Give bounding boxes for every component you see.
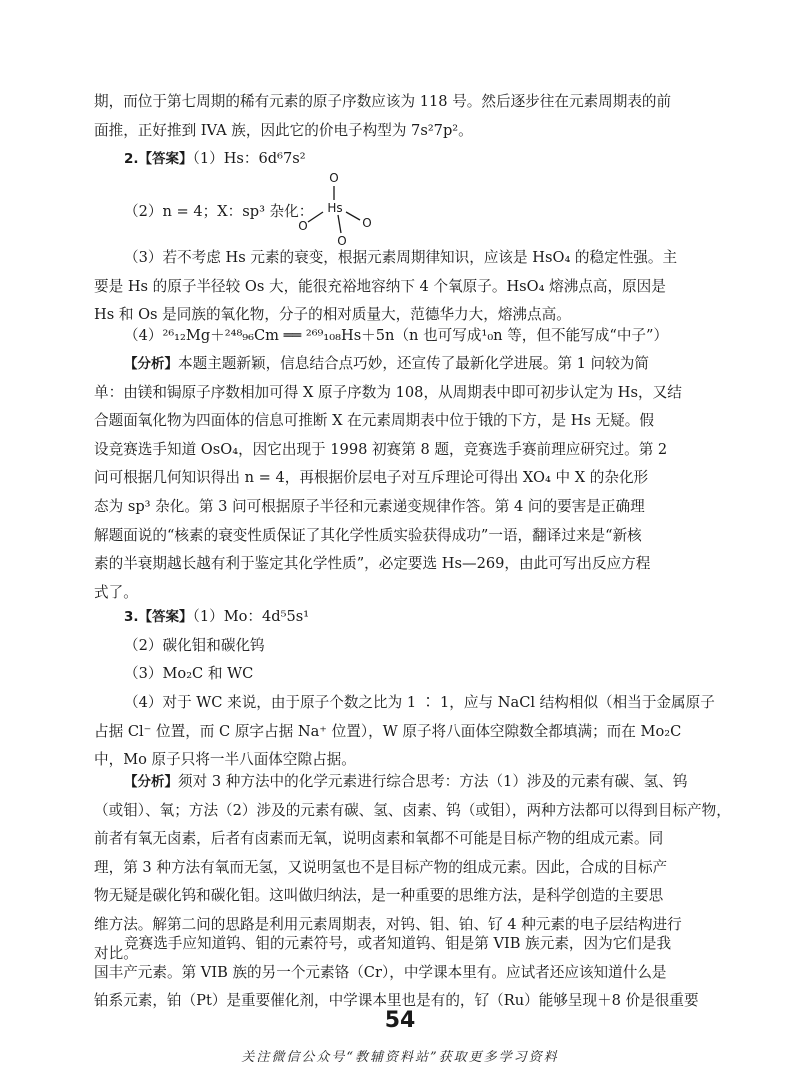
closing-paragraph <box>94 930 708 1016</box>
text-line: 前者有氧无卤素，后者有卤素而无氧，说明卤素和氧都不可能是目标产物的组成元素。同 <box>94 830 664 848</box>
text-line: 国丰产元素。第 VIB 族的另一个元素铬（Cr），中学课本里有。应试者还应该知道什么是 <box>94 963 667 981</box>
q3-answer-2-text: （2）碳化钼和碳化钨 <box>124 637 265 654</box>
text-line: 要是 Hs 的原子半径较 Os 大，能很充裕地容纳下 4 个氧原子。HsO₄ 熔沸点高，原因是 <box>94 277 666 295</box>
q2-answer-3 <box>94 244 708 330</box>
q3-answer-2 <box>124 632 738 661</box>
oxygen-top: O <box>329 171 339 185</box>
text-line: Hs 和 Os 是同族的氧化物，分子的相对质量大，范德华力大，熔沸点高。 <box>94 306 571 324</box>
text-line: 期，而位于第七周期的稀有元素的原子序数应该为 118 号。然后逐步往在元素周期表的前 <box>94 93 672 110</box>
hso4-structure <box>290 168 380 250</box>
text-line: 合题面氧化物为四面体的信息可推断 X 在元素周期表中位于锇的下方，是 Hs 无疑。假 <box>94 412 654 430</box>
oxygen-right: O <box>362 216 372 230</box>
text-line: 态为 sp³ 杂化。第 3 问可根据原子半径和元素递变规律作答。第 4 问的要害是正确理 <box>94 497 645 515</box>
text-line: 问可根据几何知识得出 n = 4，再根据价层电子对互斥理论可得出 XO₄ 中 X 的杂化形 <box>94 469 649 487</box>
center-atom: Hs <box>327 201 343 215</box>
text-line: 单：由镁和锔原子序数相加可得 X 原子序数为 108，从周期表中即可初步认定为 Hs，又结 <box>94 383 682 401</box>
text-line: 设竞赛选手知道 OsO₄，因它出现于 1998 初赛第 8 题，竞赛选手赛前理应研究过。第 2 <box>94 440 668 458</box>
q2-number: 2. <box>124 151 139 167</box>
text-line: 物无疑是碳化钨和碳化钼。这叫做归纳法，是一种重要的思维方法，是科学创造的主要思 <box>94 887 664 905</box>
q3-answer-1-text: （1）Mo：4d⁵5s¹ <box>192 608 310 625</box>
text-line: 解题面说的“核素的衰变性质保证了其化学性质实验获得成功”一语，翻译过来是“新核 <box>94 526 642 544</box>
q3-analysis-label: 【分析】 <box>124 774 178 790</box>
q2-answer-1-text: （1）Hs：6d⁶7s² <box>192 150 306 167</box>
text-line: 素的半衰期越长越有利于鉴定其化学性质”，必定要选 Hs—269，由此可写出反应方程 <box>94 555 651 573</box>
q2-analysis <box>94 350 708 607</box>
intro-paragraph <box>94 88 708 145</box>
text-line: 面推，正好推到 IVA 族，因此它的价电子构型为 7s²7p²。 <box>94 121 473 139</box>
q2-answer-1 <box>124 145 738 174</box>
oxygen-left: O <box>298 219 308 233</box>
text-line: （3）若不考虑 Hs 元素的衰变，根据元素周期律知识，应该是 HsO₄ 的稳定性强。主 <box>124 249 678 266</box>
footer-watermark: 关注微信公众号“教辅资料站”获取更多学习资料 <box>241 1050 559 1065</box>
q2-analysis-label: 【分析】 <box>124 356 178 372</box>
q2-answer-4 <box>124 322 738 351</box>
oxygen-bottom: O <box>337 234 347 248</box>
text-line: 理，第 3 种方法有氧而无氢，又说明氢也不是目标产物的组成元素。因此，合成的目标产 <box>94 858 668 876</box>
text-line: （或钼）、氧；方法（2）涉及的元素有碳、氢、卤素、钨（或钼），两种方法都可以得到目标产物， <box>94 801 731 819</box>
text-line: 维方法。解第二问的思路是利用元素周期表，对钨、钼、铂、钌 4 种元素的电子层结构进行 <box>94 915 682 933</box>
text-line: （4）对于 WC 来说，由于原子个数之比为 1 ∶ 1，应与 NaCl 结构相似（相当于金属原子 <box>124 694 715 711</box>
q3-number: 3. <box>124 609 139 625</box>
page-number: 54 <box>384 1008 416 1033</box>
q2-answer-2-text: （2）n = 4；X：sp³ 杂化： <box>124 203 314 220</box>
text-line: 对比。 <box>94 944 138 962</box>
text-line: 铂系元素，铂（Pt）是重要催化剂，中学课本里也是有的，钌（Ru）能够呈现＋8 价是很重要 <box>94 992 699 1010</box>
text-line: 须对 3 种方法中的化学元素进行综合思考：方法（1）涉及的元素有碳、氢、钨 <box>178 773 688 790</box>
q3-answer-3-text: （3）Mo₂C 和 WC <box>124 665 254 682</box>
q2-answer-label: 【答案】 <box>138 151 193 167</box>
text-line: 式了。 <box>94 583 138 601</box>
text-line: 中，Mo 原子只将一半八面体空隙占据。 <box>94 751 356 769</box>
q3-answer-label: 【答案】 <box>138 609 193 625</box>
q3-answer-4 <box>94 689 715 775</box>
nuclear-equation: （4）²⁶₁₂Mg＋²⁴⁸₉₆Cm ══ ²⁶⁹₁₀₈Hs＋5n（n 也可写成¹₀n 等，但不能写成“中子”） <box>124 327 669 344</box>
tetrahedral-structure-drawing <box>290 168 380 250</box>
text-line: 竞赛选手应知道钨、钼的元素符号，或者知道钨、钼是第 VIB 族元素，因为它们是我 <box>124 935 672 952</box>
q3-answer-3 <box>124 660 738 689</box>
text-line: 占据 Cl⁻ 位置，而 C 原字占据 Na⁺ 位置），W 原子将八面体空隙数全都填满；而在 Mo₂C <box>94 722 682 740</box>
q2-answer-2 <box>124 198 738 227</box>
q3-answer-1 <box>124 603 738 632</box>
text-line: 本题主题新颖，信息结合点巧妙，还宣传了最新化学进展。第 1 问较为简 <box>178 355 649 372</box>
